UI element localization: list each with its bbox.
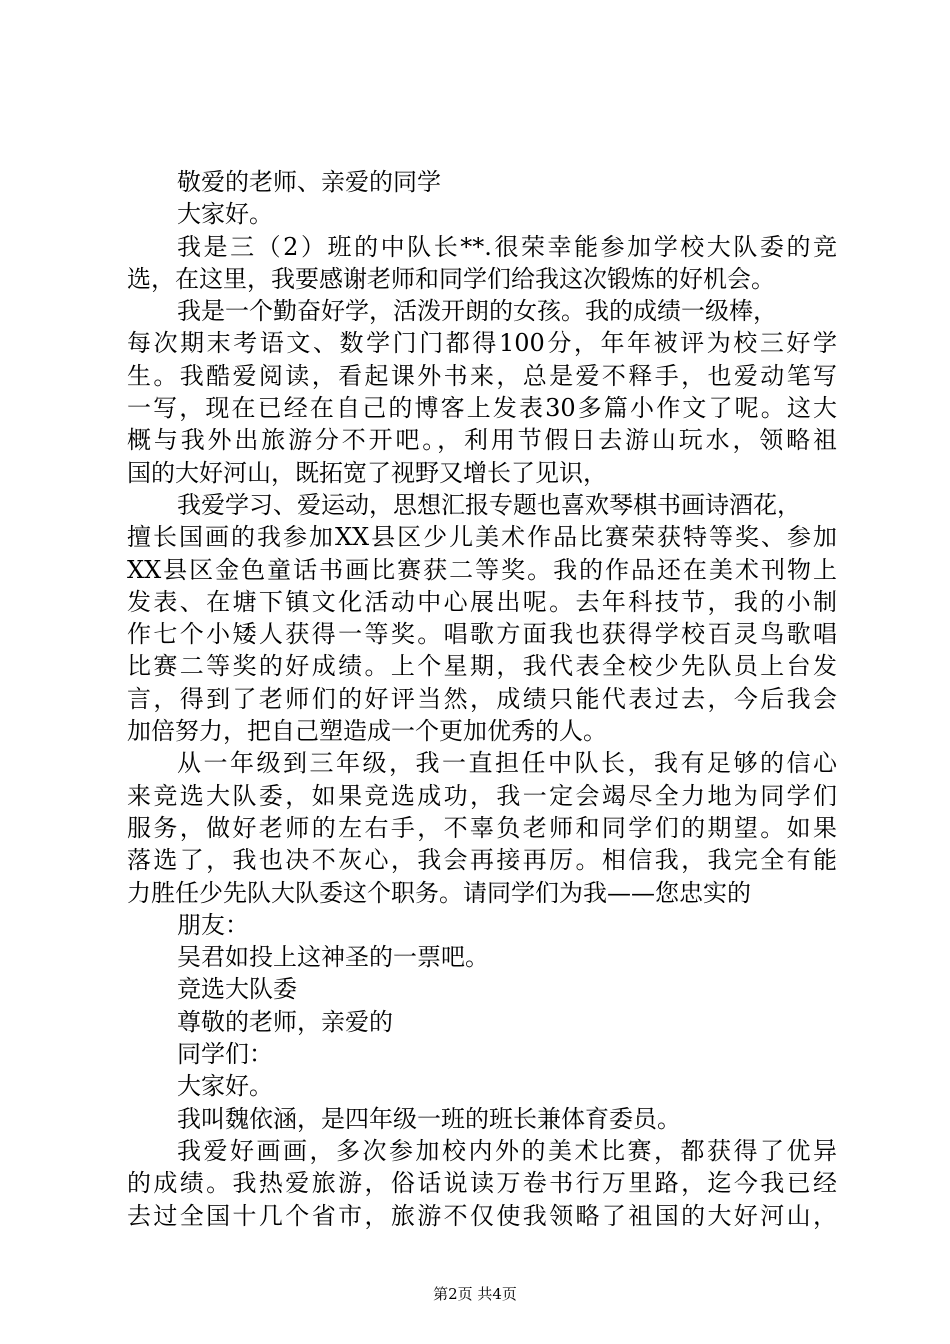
text-line: 作七个小矮人获得一等奖。唱歌方面我也获得学校百灵鸟歌唱 (127, 620, 837, 649)
text-line: 大家好。 (177, 200, 273, 229)
text-line: 服务，做好老师的左右手，不辜负老师和同学们的期望。如果 (127, 813, 837, 842)
text-line: 从一年级到三年级，我一直担任中队长，我有足够的信心 (177, 749, 837, 778)
text-line: XX县区金色童话书画比赛获二等奖。我的作品还在美术刊物上 (127, 555, 837, 584)
text-line: 我是三（2）班的中队长**.很荣幸能参加学校大队委的竞 (177, 232, 837, 261)
document-body (127, 166, 837, 1232)
page-footer: 第2页 共4页 (433, 1285, 517, 1303)
text-line: 同学们： (177, 1040, 273, 1069)
text-line: 大家好。 (177, 1072, 273, 1101)
text-line: 敬爱的老师、亲爱的同学 (177, 168, 441, 196)
text-line: 国的大好河山，既拓宽了视野又增长了见识， (127, 458, 607, 487)
text-line: 发表、在塘下镇文化活动中心展出呢。去年科技节，我的小制 (127, 587, 837, 616)
text-line: 去过全国十几个省市，旅游不仅使我领略了祖国的大好河山， (127, 1201, 837, 1230)
text-line: 吴君如投上这神圣的一票吧。 (177, 943, 489, 972)
text-line: 竞选大队委 (177, 975, 297, 1004)
text-line: 概与我外出旅游分不开吧。，利用节假日去游山玩水，领略祖 (127, 426, 837, 455)
text-line: 擅长国画的我参加XX县区少儿美术作品比赛荣获特等奖、参加 (127, 523, 837, 552)
text-line: 尊敬的老师，亲爱的 (177, 1007, 393, 1036)
text-line: 加倍努力，把自己塑造成一个更加优秀的人。 (127, 717, 607, 746)
text-line: 生。我酷爱阅读，看起课外书来，总是爱不释手，也爱动笔写 (127, 361, 837, 390)
text-line: 力胜任少先队大队委这个职务。请同学们为我——您忠实的 (127, 878, 751, 907)
text-line: 朋友： (177, 910, 249, 939)
text-line: 一写，现在已经在自己的博客上发表30多篇小作文了呢。这大 (127, 394, 837, 423)
text-line: 我爱好画画，多次参加校内外的美术比赛，都获得了优异 (177, 1136, 837, 1165)
text-line: 我叫魏依涵，是四年级一班的班长兼体育委员。 (177, 1104, 681, 1133)
text-line: 我爱学习、爱运动，思想汇报专题也喜欢琴棋书画诗酒花， (177, 490, 801, 519)
text-line: 我是一个勤奋好学，活泼开朗的女孩。我的成绩一级棒， (177, 297, 777, 326)
text-line: 来竞选大队委，如果竞选成功，我一定会竭尽全力地为同学们 (127, 781, 837, 810)
text-line: 言，得到了老师们的好评当然，成绩只能代表过去，今后我会 (127, 684, 837, 713)
text-line: 落选了，我也决不灰心，我会再接再厉。相信我，我完全有能 (127, 846, 837, 875)
text-line: 每次期末考语文、数学门门都得100分，年年被评为校三好学 (127, 329, 837, 358)
text-line: 的成绩。我热爱旅游，俗话说读万卷书行万里路，迄今我已经 (127, 1169, 837, 1198)
text-line: 选，在这里，我要感谢老师和同学们给我这次锻炼的好机会。 (127, 264, 775, 293)
text-line: 比赛二等奖的好成绩。上个星期，我代表全校少先队员上台发 (127, 652, 837, 681)
